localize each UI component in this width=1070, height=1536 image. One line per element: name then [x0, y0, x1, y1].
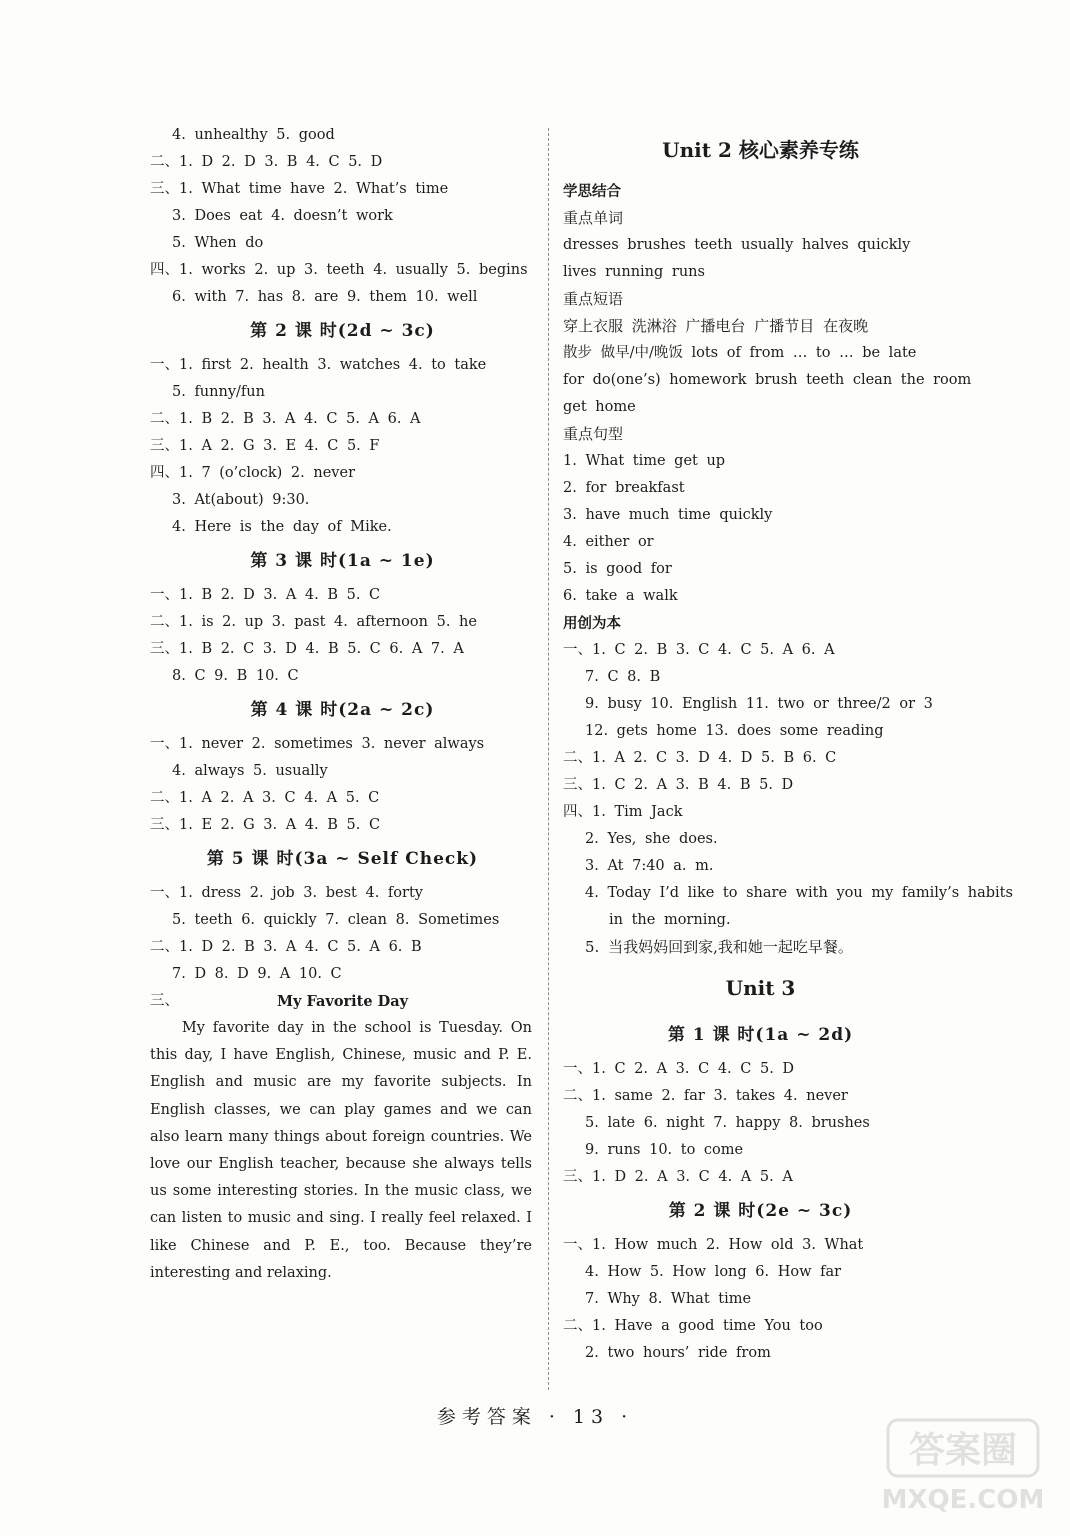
sentence-line: 1. What time get up — [563, 453, 726, 469]
lesson-heading: 第 3 课 时(1a ~ 1e) — [250, 551, 435, 571]
subsection-label: 重点单词 — [563, 209, 624, 227]
left-column — [150, 122, 535, 1287]
answer-line: 4. always 5. usually — [172, 763, 328, 779]
answer-line: 3. At(about) 9:30. — [172, 492, 310, 508]
answer-line: 4. Today I’d like to share with you my family’s habits — [585, 885, 1013, 901]
answer-line: 二、1. A 2. C 3. D 4. D 5. B 6. C — [563, 750, 837, 766]
watermark-logo-icon — [882, 1414, 1052, 1518]
essay-body: My favorite day in the school is Tuesday. On this day, I have English, Chinese, music and P. E. English and music are my favorite subjects. In English classes, we can play games and we can also learn many things about foreign countries. We love our English teacher, because she always tells us some interesting stories. In the music class, we can listen to music and sing. I really feel relaxed. I like Chinese and P. E., too. Because they’re interesting and relaxing. — [150, 1020, 532, 1281]
svg-text:答案圈: 答案圈 — [908, 1430, 1018, 1471]
column-divider — [548, 128, 549, 1390]
answer-line: 三、1. What time have 2. What’s time — [150, 181, 449, 197]
answer-line: 一、1. first 2. health 3. watches 4. to take — [150, 357, 487, 373]
answer-line: 二、1. A 2. A 3. C 4. A 5. C — [150, 790, 380, 806]
subsection-label: 重点句型 — [563, 425, 624, 443]
phrase-line: get home — [563, 399, 636, 415]
answer-line: 2. Yes, she does. — [585, 831, 718, 847]
answer-line: 7. Why 8. What time — [585, 1291, 752, 1307]
section-label: 学思结合 — [563, 183, 621, 200]
answer-line: 三、1. B 2. C 3. D 4. B 5. C 6. A 7. A — [150, 641, 464, 657]
answer-line: 3. Does eat 4. doesn’t work — [172, 208, 393, 224]
answer-line: 5. teeth 6. quickly 7. clean 8. Sometimes — [172, 912, 500, 928]
answer-line: 一、1. never 2. sometimes 3. never always — [150, 736, 485, 752]
answer-line: 一、1. dress 2. job 3. best 4. forty — [150, 885, 423, 901]
answer-line: 4. unhealthy 5. good — [172, 127, 335, 143]
lesson-heading: 第 2 课 时(2d ~ 3c) — [250, 321, 435, 341]
sentence-line: 4. either or — [563, 534, 654, 550]
essay-title: My Favorite Day — [276, 993, 409, 1010]
answer-line: 二、1. is 2. up 3. past 4. afternoon 5. he — [150, 614, 477, 630]
sentence-line: 2. for breakfast — [563, 480, 685, 496]
answer-line: 8. C 9. B 10. C — [172, 668, 299, 684]
unit3-title: Unit 3 — [725, 976, 796, 1000]
answer-line: 9. busy 10. English 11. two or three/2 or 3 — [585, 696, 933, 712]
answer-line: 四、1. Tim Jack — [563, 804, 683, 820]
sentence-line: 6. take a walk — [563, 588, 678, 604]
answer-line: 2. two hours’ ride from — [585, 1345, 771, 1361]
phrase-line: for do(one’s) homework brush teeth clean the room — [563, 372, 972, 388]
answer-line: 12. gets home 13. does some reading — [585, 723, 884, 739]
answer-line: 二、1. D 2. B 3. A 4. C 5. A 6. B — [150, 939, 422, 955]
essay-header — [150, 988, 535, 1015]
answer-line: 9. runs 10. to come — [585, 1142, 744, 1158]
answer-line: 二、1. same 2. far 3. takes 4. never — [563, 1088, 848, 1104]
answer-line: 7. C 8. B — [585, 669, 661, 685]
unit2-title: Unit 2 核心素养专练 — [662, 138, 859, 162]
answer-line: 二、1. B 2. B 3. A 4. C 5. A 6. A — [150, 411, 421, 427]
answer-line: 一、1. How much 2. How old 3. What — [563, 1237, 864, 1253]
answer-line: 7. D 8. D 9. A 10. C — [172, 966, 342, 982]
answer-line: 5. 当我妈妈回到家,我和她一起吃早餐。 — [585, 938, 853, 956]
answer-line: 5. funny/fun — [172, 384, 265, 400]
word-list-line: lives running runs — [563, 264, 705, 280]
answer-line: 一、1. C 2. A 3. C 4. C 5. D — [563, 1061, 795, 1077]
lesson-heading: 第 2 课 时(2e ~ 3c) — [668, 1201, 853, 1221]
right-column — [563, 122, 1013, 1367]
lesson-heading: 第 5 课 时(3a ~ Self Check) — [206, 849, 479, 869]
answer-line: in the morning. — [609, 912, 731, 928]
answer-line: 4. How 5. How long 6. How far — [585, 1264, 842, 1280]
phrase-line: 散步 做早/中/晚饭 lots of from … to … be late — [563, 345, 917, 361]
answer-line: 5. When do — [172, 235, 264, 251]
answer-line: 一、1. C 2. B 3. C 4. C 5. A 6. A — [563, 642, 835, 658]
answer-line: 6. with 7. has 8. are 9. them 10. well — [172, 289, 478, 305]
sentence-line: 3. have much time quickly — [563, 507, 773, 523]
answer-line: 三、1. E 2. G 3. A 4. B 5. C — [150, 817, 381, 833]
answer-line: 4. Here is the day of Mike. — [172, 519, 392, 535]
section-label: 用创为本 — [563, 615, 621, 632]
answer-line: 三、1. D 2. A 3. C 4. A 5. A — [563, 1169, 793, 1185]
answer-line: 二、1. D 2. D 3. B 4. C 5. D — [150, 154, 383, 170]
lesson-heading: 第 4 课 时(2a ~ 2c) — [250, 700, 435, 720]
answer-line: 三、1. C 2. A 3. B 4. B 5. D — [563, 777, 794, 793]
answer-line: 二、1. Have a good time You too — [563, 1318, 823, 1334]
svg-text:MXQE.COM: MXQE.COM — [882, 1485, 1045, 1515]
answer-line: 3. At 7:40 a. m. — [585, 858, 714, 874]
answer-line: 四、1. works 2. up 3. teeth 4. usually 5. begins — [150, 262, 528, 278]
page-footer: 参考答案 · 13 · — [436, 1406, 634, 1428]
word-list-line: dresses brushes teeth usually halves quickly — [563, 237, 911, 253]
answer-line: 5. late 6. night 7. happy 8. brushes — [585, 1115, 870, 1131]
essay-section-mark: 三、 — [150, 993, 179, 1009]
answer-line: 一、1. B 2. D 3. A 4. B 5. C — [150, 587, 381, 603]
sentence-line: 5. is good for — [563, 561, 672, 577]
subsection-label: 重点短语 — [563, 290, 624, 308]
lesson-heading: 第 1 课 时(1a ~ 2d) — [667, 1025, 854, 1045]
phrase-line: 穿上衣服 洗淋浴 广播电台 广播节目 在夜晚 — [563, 317, 869, 335]
answer-line: 三、1. A 2. G 3. E 4. C 5. F — [150, 438, 380, 454]
answer-line: 四、1. 7 (o’clock) 2. never — [150, 465, 356, 481]
